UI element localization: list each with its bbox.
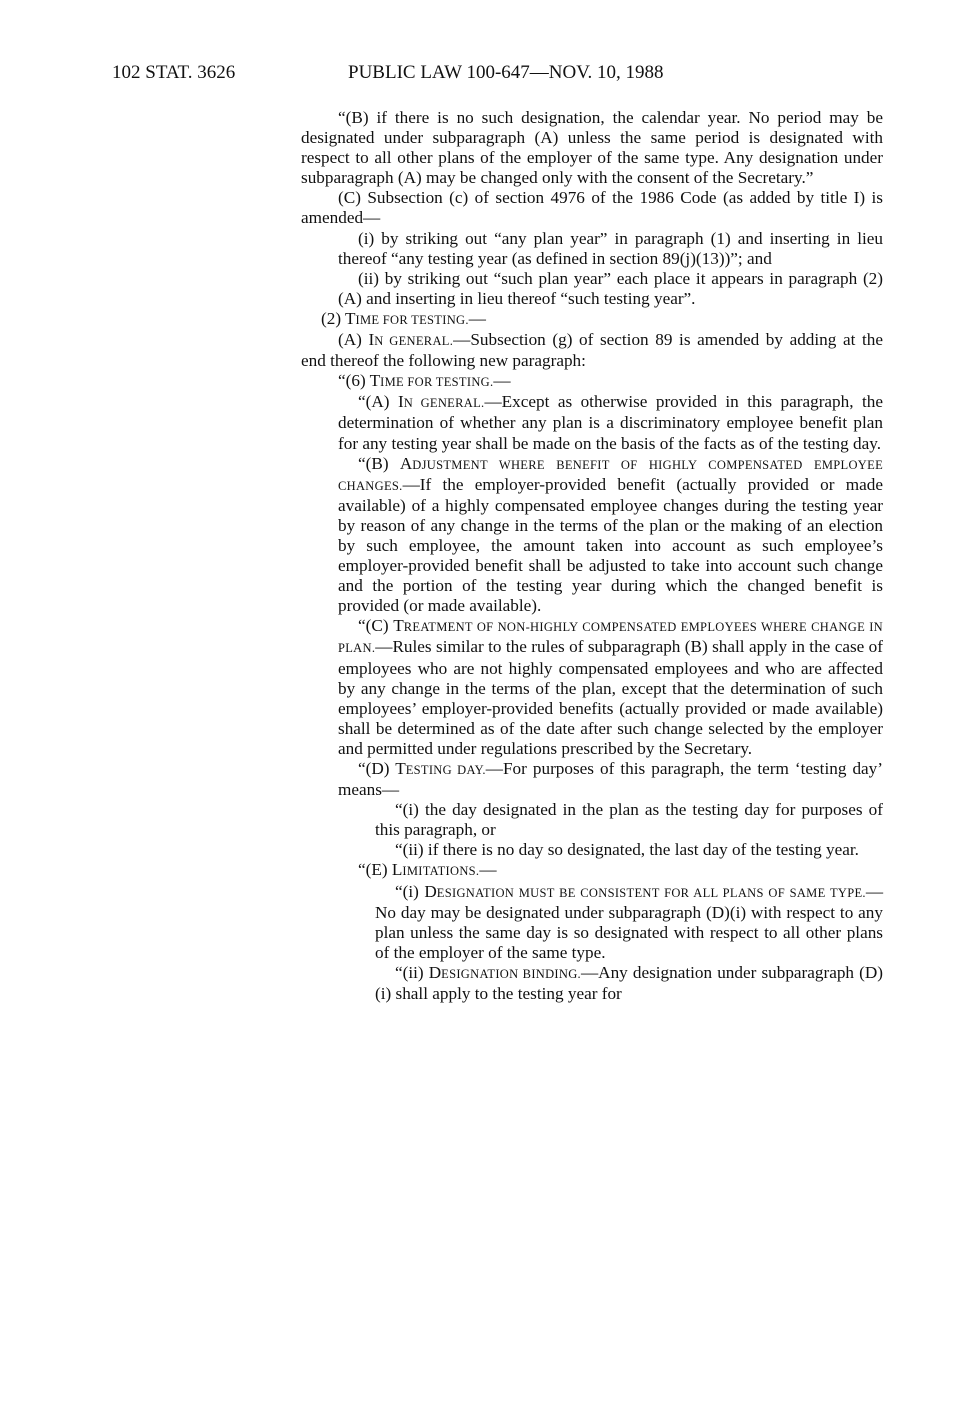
- paragraph-a-in-general-amendment: (A) IN GENERAL.—Subsection (g) of section 89 is amended by adding at the end thereof the following new paragraph:: [301, 330, 883, 371]
- paragraph-d-testing-day: “(D) TESTING DAY.—For purposes of this paragraph, the term ‘testing day’ means—: [338, 759, 883, 800]
- clause-i-day-designated: “(i) the day designated in the plan as the testing day for purposes of this paragraph, or: [375, 800, 883, 840]
- clause-ii-designation-binding: “(ii) DESIGNATION BINDING.—Any designation under subparagraph (D)(i) shall apply to the testing year for: [375, 962, 883, 1004]
- paragraph-c-subsection-4976: (C) Subsection (c) of section 4976 of the 1986 Code (as added by title I) is amended—: [301, 188, 883, 228]
- page-header: [0, 62, 954, 88]
- heading-2-time-for-testing: (2) TIME FOR TESTING.—: [321, 308, 486, 328]
- document-body: [301, 108, 883, 1004]
- heading-6-time-for-testing: “(6) TIME FOR TESTING.—: [338, 371, 511, 391]
- heading-e-limitations: “(E) LIMITATIONS.—: [358, 860, 497, 880]
- paragraph-b-calendar-year: “(B) if there is no such designation, the calendar year. No period may be designated under subparagraph (A) unless the same period is designated with respect to all other plans of the employer of the same type. Any designation under subparagraph (A) may be changed only with the consent of the Secretary.”: [301, 108, 883, 188]
- paragraph-c-treatment-non-highly: “(C) TREATMENT OF NON-HIGHLY COMPENSATED EMPLOYEES WHERE CHANGE IN PLAN.—Rules similar to the rules of subparagraph (B) shall apply in the case of employees who are not highly compensated employees and who are affected by any change in the terms of the plan, except that the determination of such employees’ employer-provided benefits (actually provided or made available) shall be determined as of the date after such change selected by the employer and permitted under regulations prescribed by the Secretary.: [338, 616, 883, 758]
- clause-i-designation-consistent: “(i) DESIGNATION MUST BE CONSISTENT FOR ALL PLANS OF SAME TYPE.—No day may be designated under subparagraph (D)(i) with respect to any plan unless the same day is so designated with respect to all other plans of the employer of the same type.: [375, 881, 884, 962]
- clause-ii-striking-such-plan-year: (ii) by striking out “such plan year” each place it appears in paragraph (2)(A) and inserting in lieu thereof “such testing year”.: [338, 268, 883, 308]
- clause-i-striking-plan-year: (i) by striking out “any plan year” in paragraph (1) and inserting in lieu thereof “any testing year (as defined in section 89(j)(13))”; and: [338, 228, 883, 268]
- public-law-title: PUBLIC LAW 100-647—NOV. 10, 1988: [348, 62, 664, 83]
- paragraph-b-adjustment: “(B) ADJUSTMENT WHERE BENEFIT OF HIGHLY COMPENSATED EMPLOYEE CHANGES.—If the employer-provided benefit (actually provided or made available) of a highly compensated employee changes during the testing year by reason of any change in the terms of the plan or the making of an election by such employee, the amount taken into account as such employee’s employer-provided benefit shall be adjusted to take into account such change and the portion of the testing year during which the changed benefit is provided (or made available).: [338, 453, 884, 616]
- stat-reference: 102 STAT. 3626: [112, 62, 236, 83]
- paragraph-a-in-general-testing: “(A) IN GENERAL.—Except as otherwise provided in this paragraph, the determination of whether any plan is a discriminatory employee benefit plan for any testing year shall be made on the basis of the facts as of the testing day.: [338, 392, 883, 453]
- clause-ii-no-day-designated: “(ii) if there is no day so designated, the last day of the testing year.: [395, 840, 859, 860]
